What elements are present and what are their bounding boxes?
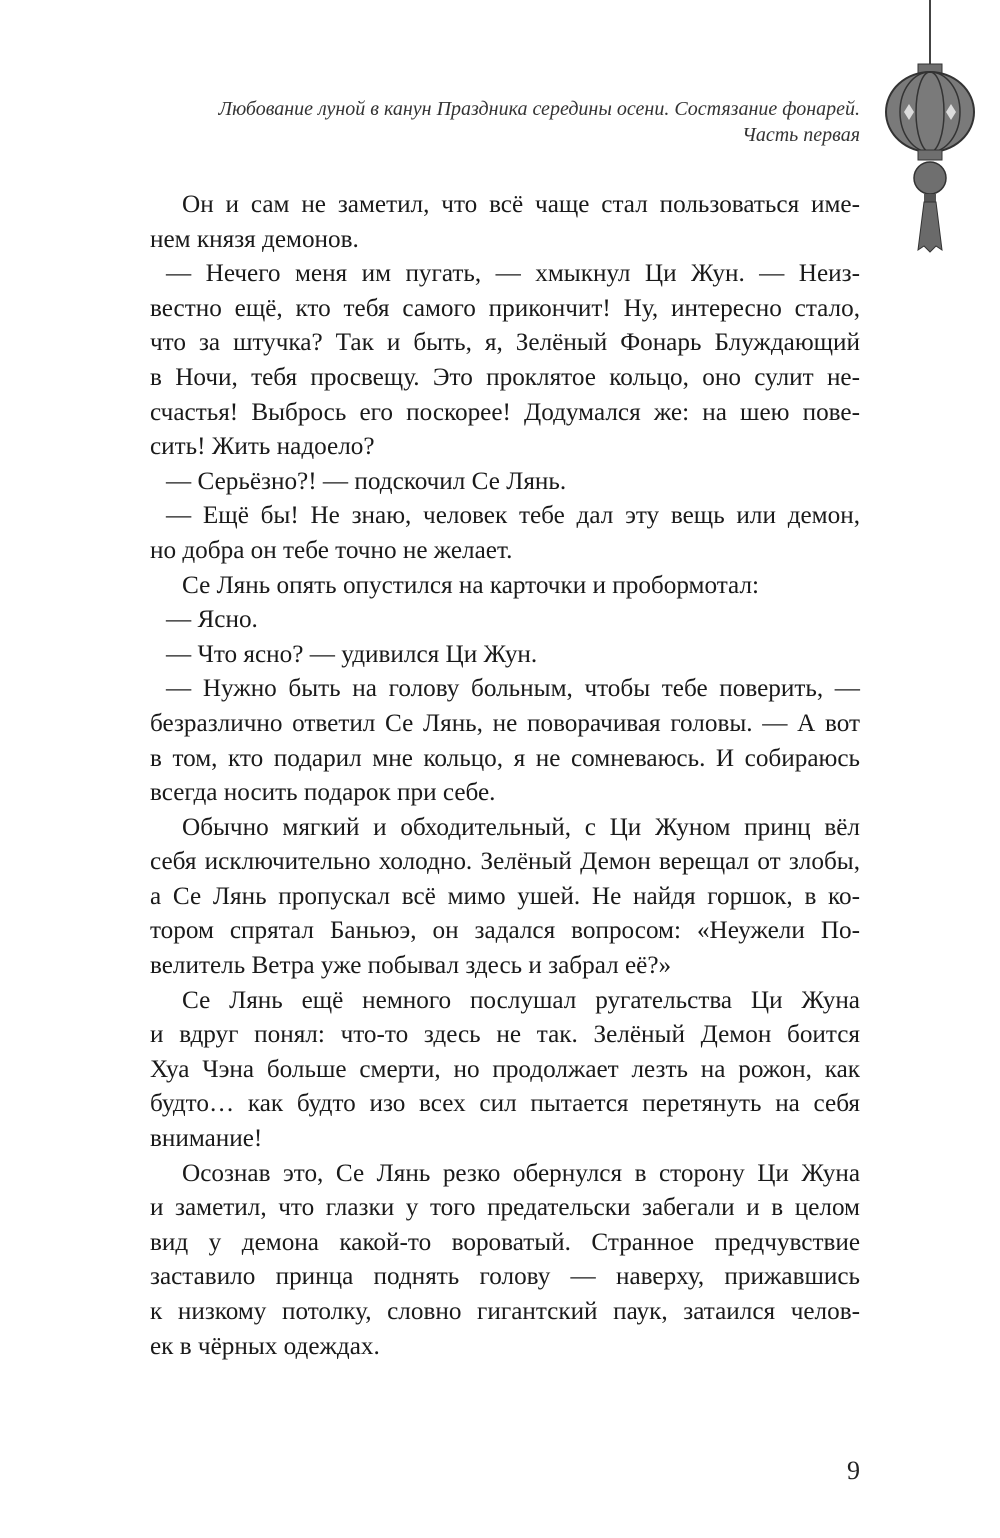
text-line: Се Лянь опять опустился на карточки и пробормотал: bbox=[182, 571, 760, 599]
text-line: в Ночи, тебя просвещу. Это проклятое кольцо, оно сулит не- bbox=[150, 363, 860, 391]
text-line: будто… как будто изо всех сил пытается перетянуть на себя bbox=[150, 1090, 860, 1118]
text-line: велитель Ветра уже побывал здесь и забрал её?» bbox=[150, 952, 672, 980]
text-line: — Что ясно? — удивился Ци Жун. bbox=[166, 640, 538, 668]
running-header bbox=[120, 96, 860, 148]
header-line-1: Любование луной в канун Праздника середины осени. Состязание фонарей. bbox=[218, 98, 860, 120]
text-line: Хуа Чэна больше смерти, но продолжает лезть на рожон, как bbox=[150, 1055, 860, 1083]
text-line: счастья! Выбрось его поскорее! Додумался же: на шею пове- bbox=[150, 398, 860, 426]
text-line: — Нечего меня им пугать, — хмыкнул Ци Жун. — Неиз- bbox=[166, 260, 860, 288]
text-line: вид у демона какой-то вороватый. Странное предчувствие bbox=[150, 1228, 860, 1256]
text-line: сить! Жить надоело? bbox=[150, 433, 375, 461]
text-line: всегда носить подарок при себе. bbox=[150, 779, 496, 807]
text-line: — Нужно быть на голову больным, чтобы тебе поверить, — bbox=[166, 675, 860, 703]
text-line: и вдруг понял: что-то здесь не так. Зелёный Демон боится bbox=[150, 1021, 860, 1049]
text-line: внимание! bbox=[150, 1125, 263, 1153]
text-line: Обычно мягкий и обходительный, с Ци Жуном принц вёл bbox=[182, 813, 860, 841]
text-line: вестно ещё, кто тебя самого прикончит! Ну, интересно стало, bbox=[150, 294, 860, 322]
text-line: ек в чёрных одеждах. bbox=[150, 1332, 380, 1360]
text-line: а Се Лянь пропускал всё мимо ушей. Не найдя горшок, в ко- bbox=[150, 882, 860, 910]
text-line: Он и сам не заметил, что всё чаще стал пользоваться име- bbox=[182, 191, 860, 218]
text-line: но добра он тебе точно не желает. bbox=[150, 536, 513, 564]
text-line: заставило принца поднять голову — наверху, прижавшись bbox=[150, 1263, 860, 1291]
text-line: нем князя демонов. bbox=[150, 225, 359, 253]
text-line: и заметил, что глазки у того предательски забегали и в целом bbox=[150, 1194, 860, 1222]
text-line: тором спрятал Баньюэ, он задался вопросом: «Неужели По- bbox=[150, 917, 860, 945]
text-line: Осознав это, Се Лянь резко обернулся в сторону Ци Жуна bbox=[182, 1159, 860, 1187]
text-line: Се Лянь ещё немного послушал ругательства Ци Жуна bbox=[182, 986, 860, 1014]
text-line: себя исключительно холодно. Зелёный Демон верещал от злобы, bbox=[150, 848, 860, 876]
text-line: что за штучка? Так и быть, я, Зелёный Фонарь Блуждающий bbox=[150, 329, 860, 357]
text-line: к низкому потолку, словно гигантский паук, затаился челов- bbox=[150, 1298, 860, 1325]
text-line: безразлично ответил Се Лянь, не поворачивая головы. — А вот bbox=[150, 709, 860, 737]
text-line: — Серьёзно?! — подскочил Се Лянь. bbox=[166, 467, 567, 495]
lantern-icon bbox=[880, 0, 980, 260]
header-line-2: Часть первая bbox=[742, 124, 860, 146]
page-number: 9 bbox=[847, 1456, 860, 1485]
text-line: — Ясно. bbox=[166, 606, 258, 634]
text-line: — Ещё бы! Не знаю, человек тебе дал эту вещь или демон, bbox=[166, 502, 860, 530]
body-text bbox=[150, 188, 860, 1364]
text-line: в том, кто подарил мне кольцо, я не сомневаюсь. И собираюсь bbox=[150, 744, 860, 772]
